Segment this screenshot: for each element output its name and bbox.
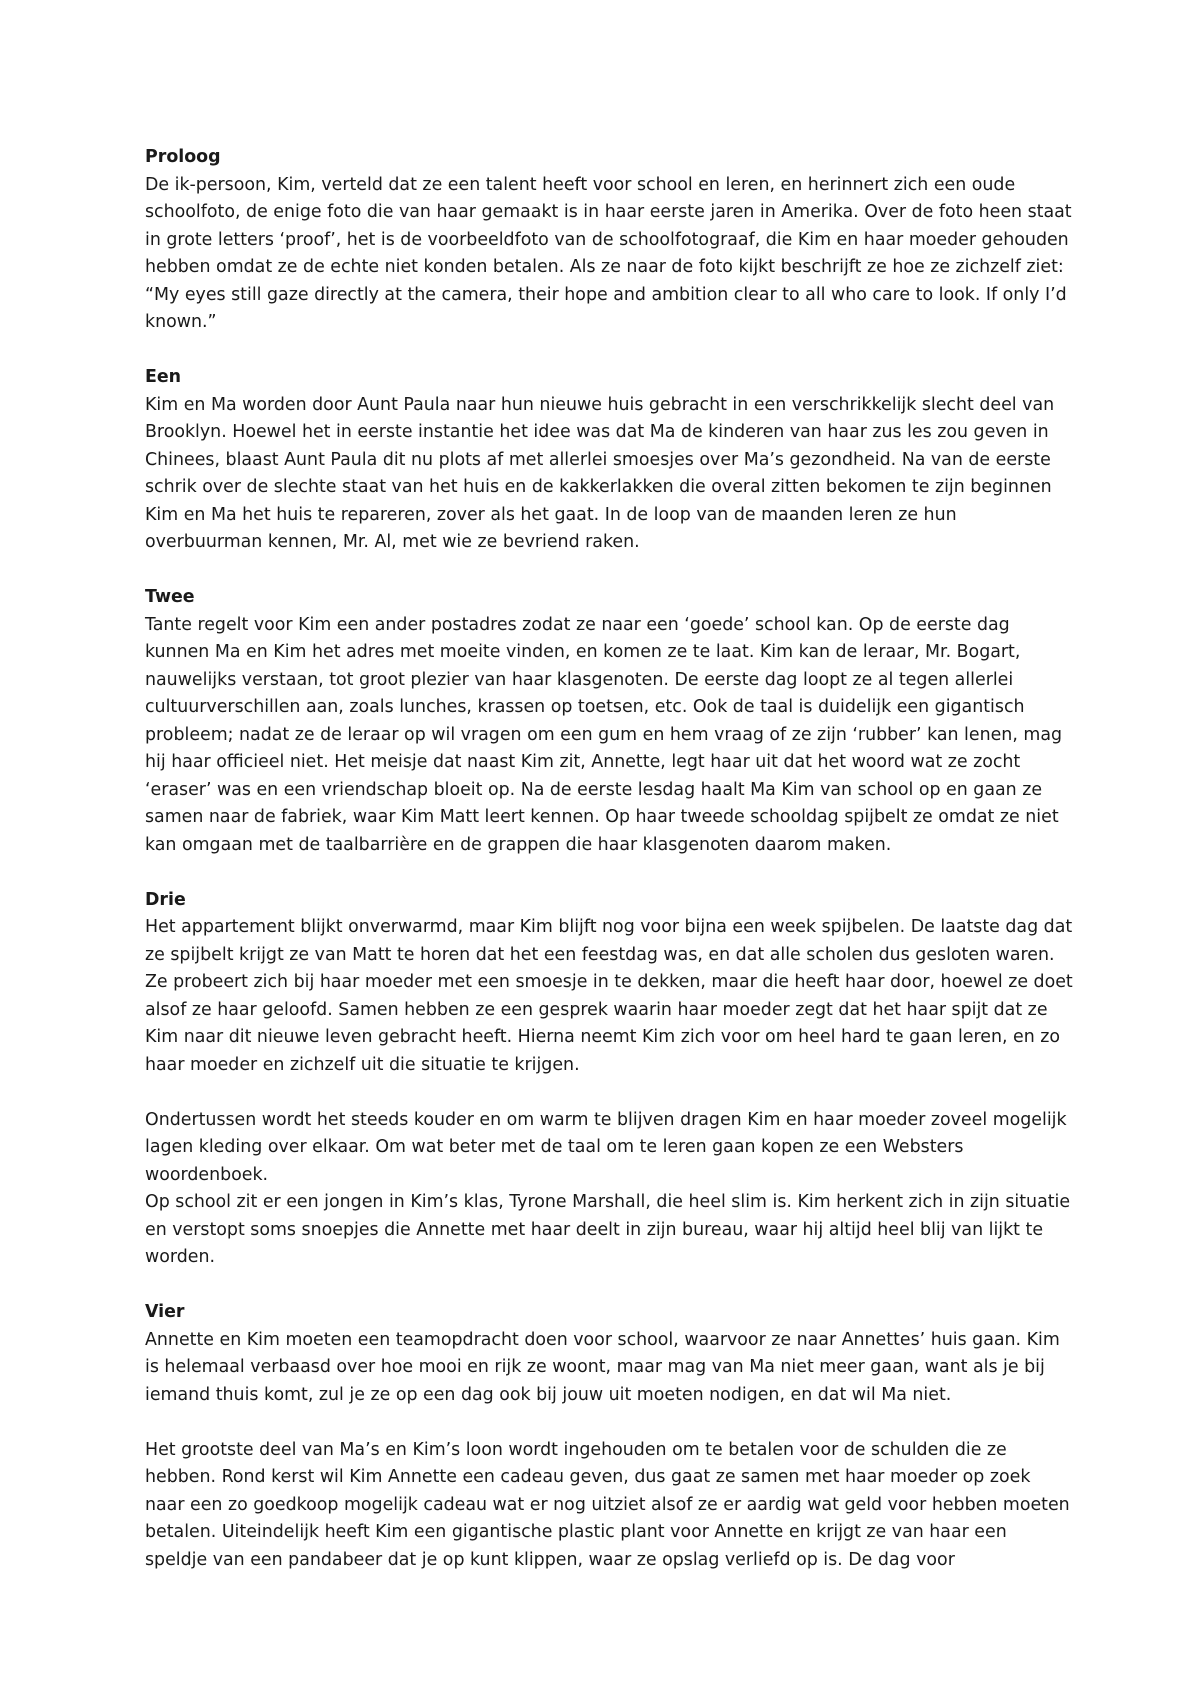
section-heading: Vier	[145, 1302, 185, 1322]
section-proloog	[145, 144, 1073, 337]
paragraph: Tante regelt voor Kim een ander postadres zodat ze naar een ‘goede’ school kan. Op de eerste dag kunnen Ma en Kim het adres met moeite vinden, en komen ze te laat. Kim kan de leraar, Mr. Bogart, nauwelijks verstaan, tot groot plezier van haar klasgenoten. De eerste dag loopt ze al tegen allerlei cultuurverschillen aan, zoals lunches, krassen op toetsen, etc. Ook de taal is duidelijk een gigantisch probleem; nadat ze de leraar op wil vragen om een gum en hem vraag of ze zijn ‘rubber’ kan lenen, mag hij haar officieel niet. Het meisje dat naast Kim zit, Annette, legt haar uit dat het woord wat ze zocht ‘eraser’ was en een vriendschap bloeit op. Na de eerste lesdag haalt Ma Kim van school op en gaan ze samen naar de fabriek, waar Kim Matt leert kennen. Op haar tweede schooldag spijbelt ze omdat ze niet kan omgaan met de taalbarrière en de grappen die haar klasgenoten daarom maken.	[145, 614, 1063, 855]
document-page	[145, 144, 1073, 1602]
section-heading: Twee	[145, 587, 195, 607]
paragraph: De ik-persoon, Kim, verteld dat ze een talent heeft voor school en leren, en herinnert zich een oude schoolfoto, de enige foto die van haar gemaakt is in haar eerste jaren in Amerika. Over de foto heen staat in grote letters ‘proof’, het is de voorbeeldfoto van de schoolfotograaf, die Kim en haar moeder gehouden hebben omdat ze de echte niet konden betalen. Als ze naar de foto kijkt beschrijft ze hoe ze zichzelf ziet: “My eyes still gaze directly at the camera, their hope and ambition clear to all who care to look. If only I’d known.”	[145, 174, 1072, 332]
paragraph: Ondertussen wordt het steeds kouder en om warm te blijven dragen Kim en haar moeder zoveel mogelijk lagen kleding over elkaar. Om wat beter met de taal om te leren gaan kopen ze een Websters woordenboek.	[145, 1109, 1067, 1185]
section-een	[145, 364, 1073, 557]
paragraph: Kim en Ma worden door Aunt Paula naar hun nieuwe huis gebracht in een verschrikkelijk slecht deel van Brooklyn. Hoewel het in eerste instantie het idee was dat Ma de kinderen van haar zus les zou geven in Chinees, blaast Aunt Paula dit nu plots af met allerlei smoesjes over Ma’s gezondheid. Na van de eerste schrik over de slechte staat van het huis en de kakkerlakken die overal zitten bekomen te zijn beginnen Kim en Ma het huis te repareren, zover als het gaat. In de loop van de maanden leren ze hun overbuurman kennen, Mr. Al, met wie ze bevriend raken.	[145, 394, 1055, 552]
paragraph: Het grootste deel van Ma’s en Kim’s loon wordt ingehouden om te betalen voor de schulden die ze hebben. Rond kerst wil Kim Annette een cadeau geven, dus gaat ze samen met haar moeder op zoek naar een zo goedkoop mogelijk cadeau wat er nog uitziet alsof ze er aardig wat geld voor hebben moeten betalen. Uiteindelijk heeft Kim een gigantische plastic plant voor Annette en krijgt ze van haar een speldje van een pandabeer dat je op kunt klippen, waar ze opslag verliefd op is. De dag voor	[145, 1439, 1070, 1570]
paragraph: Op school zit er een jongen in Kim’s klas, Tyrone Marshall, die heel slim is. Kim herkent zich in zijn situatie en verstopt soms snoepjes die Annette met haar deelt in zijn bureau, waar hij altijd heel blij van lijkt te worden.	[145, 1192, 1071, 1267]
paragraph: Het appartement blijkt onverwarmd, maar Kim blijft nog voor bijna een week spijbelen. De laatste dag dat ze spijbelt krijgt ze van Matt te horen dat het een feestdag was, en dat alle scholen dus gesloten waren. Ze probeert zich bij haar moeder met een smoesje in te dekken, maar die heeft haar door, hoewel ze doet alsof ze haar geloofd. Samen hebben ze een gesprek waarin haar moeder zegt dat het haar spijt dat ze Kim naar dit nieuwe leven gebracht heeft. Hierna neemt Kim zich voor om heel hard te gaan leren, en zo haar moeder en zichzelf uit die situatie te krijgen.	[145, 917, 1073, 1075]
section-drie	[145, 887, 1073, 1272]
section-twee	[145, 584, 1073, 859]
section-heading: Proloog	[145, 147, 221, 167]
section-heading: Een	[145, 367, 182, 387]
paragraph: Annette en Kim moeten een teamopdracht doen voor school, waarvoor ze naar Annettes’ huis gaan. Kim is helemaal verbaasd over hoe mooi en rijk ze woont, maar mag van Ma niet meer gaan, want als je bij iemand thuis komt, zul je ze op een dag ook bij jouw uit moeten nodigen, en dat wil Ma niet.	[145, 1329, 1060, 1405]
section-heading: Drie	[145, 889, 186, 910]
section-vier	[145, 1299, 1073, 1574]
